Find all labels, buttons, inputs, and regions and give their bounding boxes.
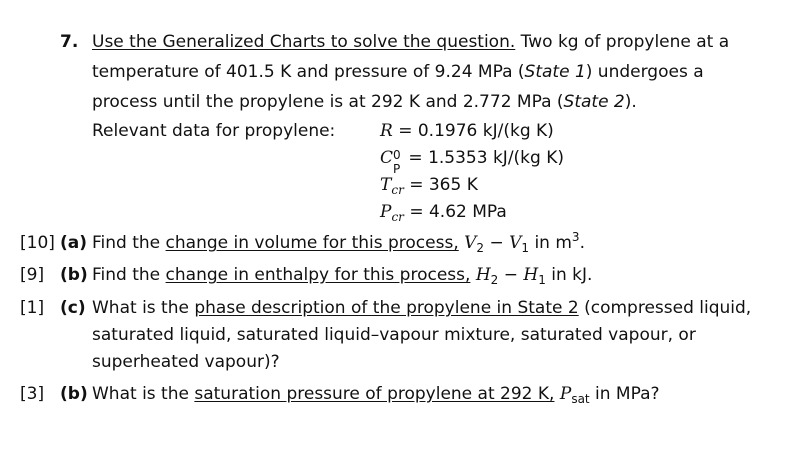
H1-subscript: 1 <box>538 273 546 287</box>
part-a-points: [10] <box>20 233 55 253</box>
data-Cp <box>380 146 564 176</box>
part-b-pre: Find the <box>92 265 161 285</box>
Cp-superscript: 0 <box>393 148 401 162</box>
Tcr-value: = 365 K <box>409 175 478 195</box>
Pcr-symbol: P <box>380 202 392 222</box>
state-1-label: State 1 <box>524 62 586 82</box>
question-number: 7. <box>60 32 79 52</box>
part-d-pre: What is the <box>92 384 189 404</box>
instruction: Use the Generalized Charts to solve the question. <box>92 32 516 52</box>
m3-superscript: 3 <box>571 230 580 244</box>
question-line-2 <box>92 60 704 84</box>
H1-symbol: H <box>523 265 539 285</box>
part-a-underlined: change in volume for this process, <box>165 233 459 253</box>
line-2-end: ) undergoes a <box>585 62 704 82</box>
part-b-points: [9] <box>20 265 45 285</box>
part-d-points: [3] <box>20 384 45 404</box>
data-R <box>380 119 554 143</box>
Pcr-value: = 4.62 MPa <box>409 202 507 222</box>
Tcr-subscript: cr <box>391 183 404 197</box>
Cp-value: = 1.5353 kJ/(kg K) <box>408 148 564 168</box>
Pcr-subscript: cr <box>391 210 404 224</box>
H2-symbol: H <box>475 265 491 285</box>
part-b-underlined: change in enthalpy for this process, <box>165 265 471 285</box>
part-a-end: . <box>579 233 585 253</box>
Cp-subscript: P <box>393 162 401 176</box>
data-label: Relevant data for propylene: <box>92 121 336 141</box>
R-symbol: R <box>380 121 393 141</box>
part-c-post: (compressed liquid, <box>584 298 752 318</box>
line-3-end: ). <box>624 92 637 112</box>
part-d-post: in MPa? <box>595 384 660 404</box>
Cp-symbol: C <box>380 148 394 168</box>
part-a-label: (a) <box>60 233 88 253</box>
part-d-text <box>92 382 660 406</box>
line-3-text: process until the propylene is at 292 K and 2.772 MPa ( <box>92 92 564 112</box>
part-d-underlined: saturation pressure of propylene at 292 K, <box>194 384 555 404</box>
state-2-label: State 2 <box>563 92 625 112</box>
question-line-1 <box>92 30 729 54</box>
V2-subscript: 2 <box>476 241 485 255</box>
part-a-pre: Find the <box>92 233 161 253</box>
minus-sign: − <box>489 233 504 253</box>
part-b-text <box>92 263 592 287</box>
R-value: = 0.1976 kJ/(kg K) <box>398 121 554 141</box>
data-Pcr <box>380 200 507 224</box>
part-c-underlined: phase description of the propylene in State 2 <box>194 298 579 318</box>
Psat-symbol: P <box>559 384 572 404</box>
line-2-text: temperature of 401.5 K and pressure of 9.24 MPa ( <box>92 62 525 82</box>
part-b-post: in kJ. <box>551 265 593 285</box>
part-a-post: in m <box>534 233 572 253</box>
Tcr-symbol: T <box>380 175 392 195</box>
V2-symbol: V <box>464 233 477 253</box>
part-c-pre: What is the <box>92 298 189 318</box>
minus-sign: − <box>503 265 518 285</box>
part-c-label: (c) <box>60 298 86 318</box>
part-c-line-1 <box>92 296 751 320</box>
question-line-3 <box>92 90 637 114</box>
V1-symbol: V <box>509 233 522 253</box>
data-Tcr <box>380 173 478 197</box>
part-d-label: (b) <box>60 384 88 404</box>
part-c-points: [1] <box>20 298 45 318</box>
part-a-text <box>92 231 585 255</box>
intro-text: Two kg of propylene at a <box>520 32 730 52</box>
V1-subscript: 1 <box>521 241 530 255</box>
part-b-label: (b) <box>60 265 88 285</box>
Psat-subscript: sat <box>571 392 590 406</box>
H2-subscript: 2 <box>490 273 499 287</box>
part-c-line-2: saturated liquid, saturated liquid–vapour mixture, saturated vapour, or <box>92 325 696 345</box>
part-c-line-3: superheated vapour)? <box>92 352 280 372</box>
